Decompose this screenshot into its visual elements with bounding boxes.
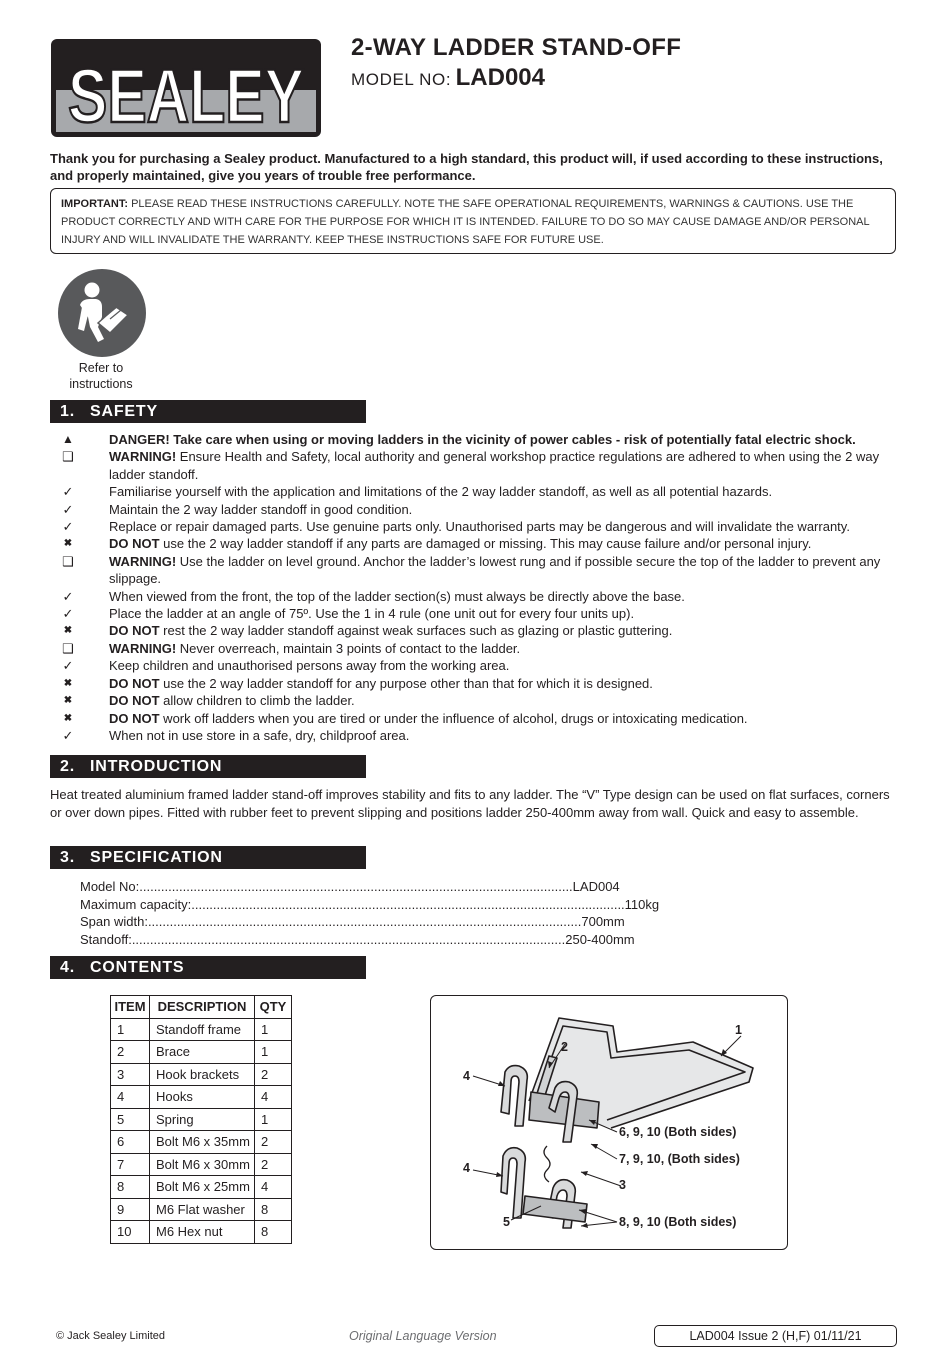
safety-item-emphasis: DO NOT xyxy=(109,623,160,639)
cell-item: 7 xyxy=(111,1153,150,1176)
tick-icon: ✓ xyxy=(62,519,74,535)
cell-qty: 4 xyxy=(255,1086,292,1109)
safety-item-emphasis: DO NOT xyxy=(109,536,160,552)
safety-item-text: rest the 2 way ladder standoff against weak surfaces such as glazing or plastic guttering. xyxy=(159,623,673,639)
safety-item xyxy=(50,518,900,535)
section-number: 3. xyxy=(60,849,75,866)
cell-item: 5 xyxy=(111,1108,150,1131)
read-manual-icon xyxy=(58,269,146,357)
cell-item: 4 xyxy=(111,1086,150,1109)
safety-item xyxy=(50,588,900,605)
contents-table xyxy=(110,995,292,1244)
section-title: INTRODUCTION xyxy=(90,758,223,775)
cell-description: Hook brackets xyxy=(150,1063,255,1086)
cross-icon: ✖ xyxy=(63,538,73,550)
standoff-illustration xyxy=(431,996,787,1249)
section-safety-heading xyxy=(50,400,366,423)
safety-item-text: Maintain the 2 way ladder standoff in good condition. xyxy=(109,501,413,517)
spec-row xyxy=(80,878,620,896)
important-text: PLEASE READ THESE INSTRUCTIONS CAREFULLY. NOTE THE SAFE OPERATIONAL REQUIREMENTS, WARNINGS & CAUTIONS. USE THE PRODUCT CORRECTLY AND WITH CARE FOR THE PURPOSE FOR WHICH IT IS INTENDED. FAILURE TO DO SO MAY CAUSE DAMAGE AND/OR PERSONAL INJURY AND WILL INVALIDATE THE WARRANTY. KEEP THESE INSTRUCTIONS SAFE FOR FUTURE USE. xyxy=(61,198,870,246)
safety-item xyxy=(50,501,900,518)
spec-key: Span width: xyxy=(80,914,148,929)
table-row xyxy=(111,1086,292,1109)
logo-wordmark: SEALEY xyxy=(68,54,304,139)
section-title: CONTENTS xyxy=(90,959,185,976)
dot-leader xyxy=(148,913,581,931)
safety-item-emphasis: WARNING! xyxy=(109,449,177,465)
column-header-qty: QTY xyxy=(255,996,292,1019)
cross-icon: ✖ xyxy=(63,677,73,689)
sealey-logo xyxy=(50,38,322,138)
safety-item-emphasis: WARNING! xyxy=(109,640,177,656)
safety-item xyxy=(50,483,900,500)
safety-item-text: Familiarise yourself with the application and limitations of the 2 way ladder standoff, as well as all potential hazards. xyxy=(109,484,773,500)
callout-3: 3 xyxy=(619,1178,626,1192)
callout-8-9-10: 8, 9, 10 (Both sides) xyxy=(619,1215,737,1229)
cell-qty: 1 xyxy=(255,1041,292,1064)
cell-item: 2 xyxy=(111,1041,150,1064)
model-number xyxy=(351,64,545,92)
safety-item-text: use the 2 way ladder standoff if any parts are damaged or missing. This may cause failure and/or personal injury. xyxy=(159,536,812,552)
safety-item-text: Place the ladder at an angle of 75º. Use the 1 in 4 rule (one unit out for every four units up). xyxy=(109,606,635,622)
issue-reference: LAD004 Issue 2 (H,F) 01/11/21 xyxy=(654,1325,897,1347)
table-row xyxy=(111,1198,292,1221)
safety-item xyxy=(50,535,900,552)
tick-icon: ✓ xyxy=(62,727,74,743)
spec-key: Standoff: xyxy=(80,931,132,947)
section-title: SAFETY xyxy=(90,403,158,420)
tick-icon: ✓ xyxy=(62,658,74,674)
spec-value: 110kg xyxy=(624,896,660,912)
cell-qty: 4 xyxy=(255,1176,292,1199)
safety-item-text: Use the ladder on level ground. Anchor the ladder’s lowest rung and if possible secure the top of the ladder to prevent any slippage. xyxy=(109,553,881,587)
cell-qty: 8 xyxy=(255,1198,292,1221)
callout-5: 5 xyxy=(503,1215,510,1229)
callout-4-lower: 4 xyxy=(463,1161,470,1175)
safety-item-text: use the 2 way ladder standoff for any purpose other than that for which it is designed. xyxy=(159,675,653,691)
safety-item xyxy=(50,675,900,692)
table-row xyxy=(111,1131,292,1154)
safety-item-text: When not in use store in a safe, dry, childproof area. xyxy=(109,727,410,743)
cross-icon: ✖ xyxy=(63,712,73,724)
language-version: Original Language Version xyxy=(349,1329,497,1343)
safety-item xyxy=(50,622,900,639)
thank-you-text: Thank you for purchasing a Sealey product. Manufactured to a high standard, this product will, if used according to these instructions, and properly maintained, give you years of trouble free performance. xyxy=(50,151,883,183)
refer-to-instructions-label: Refer to instructions xyxy=(69,361,133,391)
table-row xyxy=(111,1018,292,1041)
spec-value: LAD004 xyxy=(572,879,620,894)
safety-item-text: When viewed from the front, the top of the ladder section(s) must always be directly above the base. xyxy=(109,588,685,604)
safety-item-text: Replace or repair damaged parts. Use genuine parts only. Unauthorised parts may be dangerous and will invalidate the warranty. xyxy=(109,519,850,535)
safety-item xyxy=(50,640,900,657)
table-row xyxy=(111,1176,292,1199)
dot-leader xyxy=(191,896,624,914)
cell-description: Brace xyxy=(150,1041,255,1064)
safety-item xyxy=(50,605,900,622)
spec-row xyxy=(80,913,625,931)
specification-list xyxy=(80,878,660,948)
section-specification-heading xyxy=(50,846,366,869)
spec-value: 250-400mm xyxy=(565,931,635,947)
callout-6-9-10: 6, 9, 10 (Both sides) xyxy=(619,1125,737,1139)
section-introduction-heading xyxy=(50,755,366,778)
column-header-item: ITEM xyxy=(111,996,150,1019)
table-row xyxy=(111,1108,292,1131)
cell-qty: 1 xyxy=(255,1108,292,1131)
callout-7-9-10: 7, 9, 10, (Both sides) xyxy=(619,1152,740,1166)
dot-leader xyxy=(139,878,572,896)
safety-item-emphasis: DANGER! Take care when using or moving ladders in the vicinity of power cables - risk of potentially fatal electric shock. xyxy=(109,432,856,447)
cell-item: 1 xyxy=(111,1018,150,1041)
section-number: 1. xyxy=(60,403,75,420)
column-header-description: DESCRIPTION xyxy=(150,996,255,1019)
section-title: SPECIFICATION xyxy=(90,849,223,866)
cell-description: Bolt M6 x 30mm xyxy=(150,1153,255,1176)
cell-description: Bolt M6 x 25mm xyxy=(150,1176,255,1199)
safety-item-emphasis: DO NOT xyxy=(109,693,160,709)
cell-qty: 2 xyxy=(255,1063,292,1086)
safety-item xyxy=(50,657,900,674)
tick-icon: ✓ xyxy=(62,588,74,604)
cell-qty: 2 xyxy=(255,1153,292,1176)
safety-item-emphasis: DO NOT xyxy=(109,675,160,691)
cell-description: Bolt M6 x 35mm xyxy=(150,1131,255,1154)
safety-item xyxy=(50,431,900,448)
spec-row xyxy=(80,931,635,949)
cross-icon: ✖ xyxy=(63,625,73,637)
cell-qty: 8 xyxy=(255,1221,292,1244)
danger-triangle-icon: ▲ xyxy=(62,432,74,446)
model-value: LAD004 xyxy=(455,64,545,91)
safety-item xyxy=(50,692,900,709)
safety-item xyxy=(50,710,900,727)
section-number: 4. xyxy=(60,959,75,976)
model-label: MODEL NO: xyxy=(351,70,452,89)
spec-key: Maximum capacity: xyxy=(80,896,192,912)
cell-description: M6 Hex nut xyxy=(150,1221,255,1244)
spec-value: 700mm xyxy=(581,914,625,929)
tick-icon: ✓ xyxy=(62,501,74,517)
spec-key: Model No: xyxy=(80,879,140,894)
dot-leader xyxy=(132,931,565,949)
introduction-text: Heat treated aluminium framed ladder stand-off improves stability and fits to any ladder. The “V” Type design can be used on flat surfaces, corners or over down pipes. Fitted with rubber feet to prevent slipping and positions ladder 250-400mm away from wall. Quick and easy to assemble. xyxy=(50,787,890,820)
cell-item: 8 xyxy=(111,1176,150,1199)
callout-2: 2 xyxy=(561,1040,568,1054)
cell-item: 6 xyxy=(111,1131,150,1154)
important-notice xyxy=(50,188,896,254)
section-contents-heading xyxy=(50,956,366,979)
important-label: IMPORTANT: xyxy=(61,198,129,210)
warning-box-icon: ❑ xyxy=(62,553,74,569)
safety-item-text: Never overreach, maintain 3 points of contact to the ladder. xyxy=(176,640,521,656)
cross-icon: ✖ xyxy=(63,695,73,707)
cell-description: Hooks xyxy=(150,1086,255,1109)
spec-row xyxy=(80,896,660,914)
safety-item xyxy=(50,448,900,483)
cell-description: M6 Flat washer xyxy=(150,1198,255,1221)
copyright: © Jack Sealey Limited xyxy=(56,1330,165,1342)
document-title: 2-WAY LADDER STAND-OFF xyxy=(351,34,682,61)
cell-description: Standoff frame xyxy=(150,1018,255,1041)
cell-item: 10 xyxy=(111,1221,150,1244)
cell-qty: 1 xyxy=(255,1018,292,1041)
safety-item-text: Keep children and unauthorised persons away from the working area. xyxy=(109,658,510,674)
tick-icon: ✓ xyxy=(62,606,74,622)
callout-4-upper: 4 xyxy=(463,1069,470,1083)
safety-item-text: work off ladders when you are tired or under the influence of alcohol, drugs or intoxicating medication. xyxy=(159,710,748,726)
parts-diagram xyxy=(430,995,788,1250)
tick-icon: ✓ xyxy=(62,484,74,500)
table-header-row xyxy=(111,996,292,1019)
table-row xyxy=(111,1041,292,1064)
warning-box-icon: ❑ xyxy=(62,449,74,465)
safety-item-text: Ensure Health and Safety, local authority and general workshop practice regulations are adhered to when using the 2 way ladder standoff. xyxy=(109,449,880,482)
safety-item-emphasis: WARNING! xyxy=(109,553,177,569)
cell-item: 9 xyxy=(111,1198,150,1221)
table-row xyxy=(111,1063,292,1086)
warning-box-icon: ❑ xyxy=(62,640,74,656)
table-row xyxy=(111,1153,292,1176)
table-row xyxy=(111,1221,292,1244)
section-number: 2. xyxy=(60,758,75,775)
cell-qty: 2 xyxy=(255,1131,292,1154)
safety-item-emphasis: DO NOT xyxy=(109,710,160,726)
safety-item xyxy=(50,553,900,588)
cell-item: 3 xyxy=(111,1063,150,1086)
cell-description: Spring xyxy=(150,1108,255,1131)
safety-list xyxy=(50,431,900,744)
callout-1: 1 xyxy=(735,1023,742,1037)
safety-item xyxy=(50,727,900,744)
safety-item-text: allow children to climb the ladder. xyxy=(159,693,355,709)
